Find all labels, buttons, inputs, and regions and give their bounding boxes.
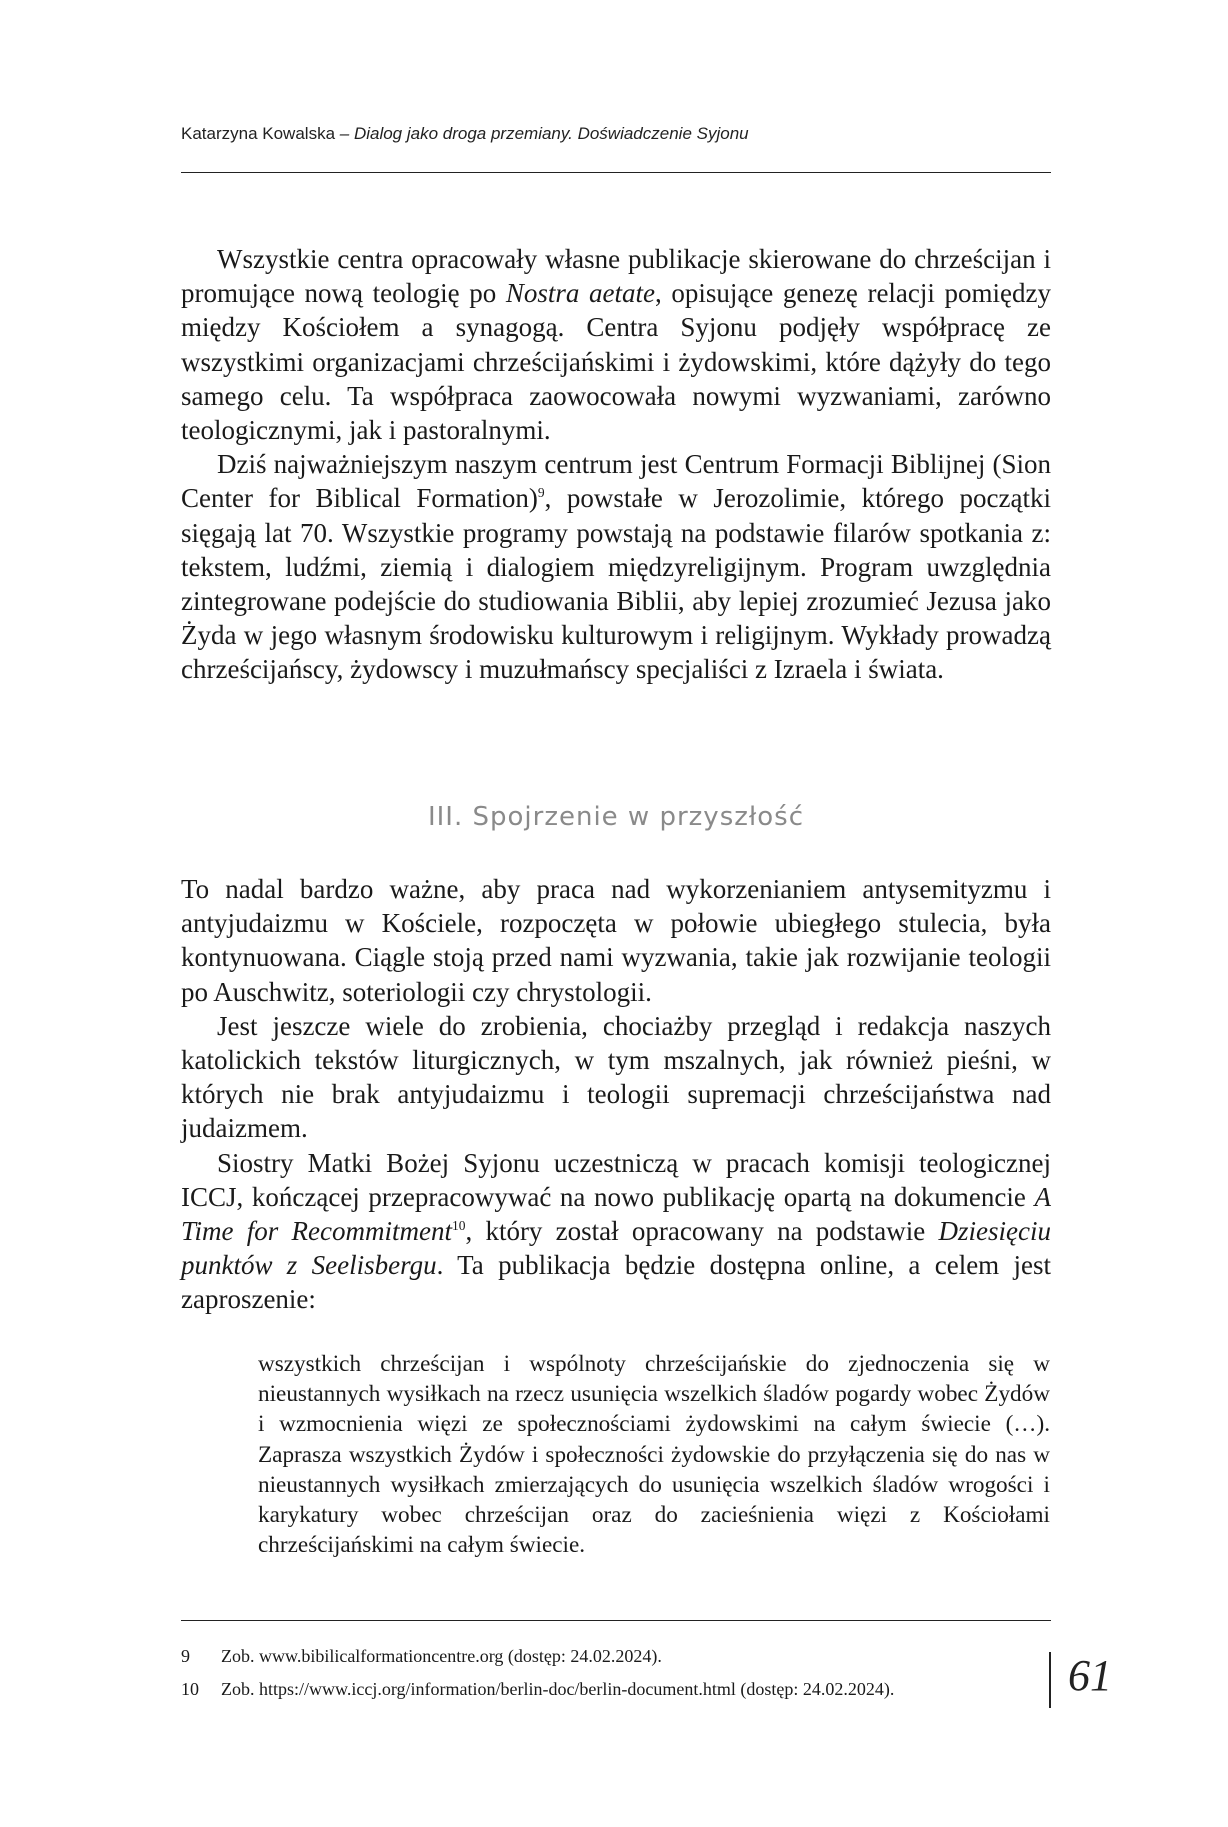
paragraph-text: , powstałe w Jerozolimie, którego początki sięgają lat 70. Wszystkie programy powstają na podstawie filarów spotkania z: tekstem, ludźmi, ziemią i dialogiem międzyreligijnym. Program uwzględnia zintegrowane podejście do studiowania Biblii, aby lepiej zrozumieć Jezusa jako Żyda w jego własnym środowisku kulturowym i religijnym. Wykłady prowadzą chrześcijańscy, żydowscy i muzułmańscy specjaliści z Izraela i świata. <box>181 483 1051 685</box>
paragraph-text: . Ta publikacja będzie dostępna online, a celem jest zaproszenie: <box>181 1250 1051 1315</box>
paragraph: To nadal bardzo ważne, aby praca nad wykorzenianiem antysemityzmu i antyjudaizmu w Kościele, rozpoczęta w połowie ubiegłego stulecia, była kontynuowana. Ciągle stoją przed nami wyzwania, takie jak rozwijanie teologii po Auschwitz, soteriologii czy chrystologii. <box>181 874 1051 1007</box>
page-number-rule <box>1049 1652 1051 1708</box>
paragraph-text: , opisujące genezę relacji pomiędzy między Kościołem a synagogą. Centra Syjonu podjęły współpracę ze wszystkimi organizacjami chrześcijańskimi i żydowskimi, które dążyły do tego samego celu. Ta współpraca zaowocowała nowymi wyzwaniami, zarówno teologicznymi, jak i pastoralnymi. <box>181 278 1051 446</box>
footnote-rule <box>181 1620 1051 1621</box>
italic-title: A Time for Recommitment <box>181 1181 1051 1247</box>
footnotes <box>181 1640 1061 1706</box>
paragraph <box>181 1146 1051 1317</box>
footnote-text: Zob. https://www.iccj.org/information/berlin-doc/berlin-document.html (dostęp: 24.02.2024). <box>221 1679 895 1699</box>
block-quote <box>258 1349 1050 1560</box>
paragraph <box>181 242 1051 447</box>
page-number: 61 <box>1068 1651 1112 1700</box>
paragraph: Jest jeszcze wiele do zrobienia, chociażby przegląd i redakcja naszych katolickich tekstów liturgicznych, w tym mszalnych, jak również pieśni, w których nie brak antyjudaizmu i teologii supremacji chrześcijaństwa nad judaizmem. <box>181 1010 1051 1144</box>
running-head-title: Dialog jako droga przemiany. Doświadczenie Syjonu <box>353 124 749 143</box>
footnote-number: 10 <box>181 1679 199 1699</box>
footnote <box>181 1673 1061 1706</box>
section-2-body <box>181 872 1051 1317</box>
italic-title: Dziesięciu punktów z Seelisbergu <box>181 1216 1052 1281</box>
footnote <box>181 1640 1061 1673</box>
paragraph <box>181 447 1051 686</box>
section-1-body <box>181 242 1051 687</box>
paragraph-text: Siostry Matki Bożej Syjonu uczestniczą w pracach komisji teologicznej ICCJ, kończącej przepracowywać na nowo publikację opartą na dokumencie <box>181 1147 1051 1212</box>
paragraph-text: Dziś najważniejszym naszym centrum jest Centrum Formacji Biblijnej (Sion Center for Biblical Formation) <box>181 449 1051 514</box>
section-heading: III. Spojrzenie w przyszłość <box>427 802 805 832</box>
footnote-ref: 9 <box>537 485 545 501</box>
running-head-author: Katarzyna Kowalska <box>181 124 336 143</box>
running-head <box>181 124 749 144</box>
footnote-text: Zob. www.bibilicalformationcentre.org (dostęp: 24.02.2024). <box>221 1646 662 1666</box>
running-head-separator: – <box>335 124 354 143</box>
quote-text: wszystkich chrześcijan i wspólnoty chrześcijańskie do zjednoczenia się w nieustannych wysiłkach na rzecz usunięcia wszelkich śladów pogardy wobec Żydów i wzmocnienia więzi ze społecznościami żydowskimi na całym świecie (…). Zaprasza wszystkich Żydów i społeczności żydowskie do przyłączenia się do nas w nieustannych wysiłkach zmierzających do usunięcia wszelkich śladów wrogości i karykatury wobec chrześcijan oraz do zacieśnienia więzi z Kościołami chrześcijańskimi na całym świecie. <box>258 1351 1050 1559</box>
header-rule <box>181 172 1051 173</box>
footnote-ref: 10 <box>451 1218 466 1234</box>
footnote-number: 9 <box>181 1646 190 1666</box>
italic-title: Nostra aetate <box>505 278 655 309</box>
paragraph-text: Wszystkie centra opracowały własne publikacje skierowane do chrześcijan i promujące nową teologię po <box>181 244 1051 309</box>
paragraph-text: , który został opracowany na podstawie <box>465 1216 939 1247</box>
